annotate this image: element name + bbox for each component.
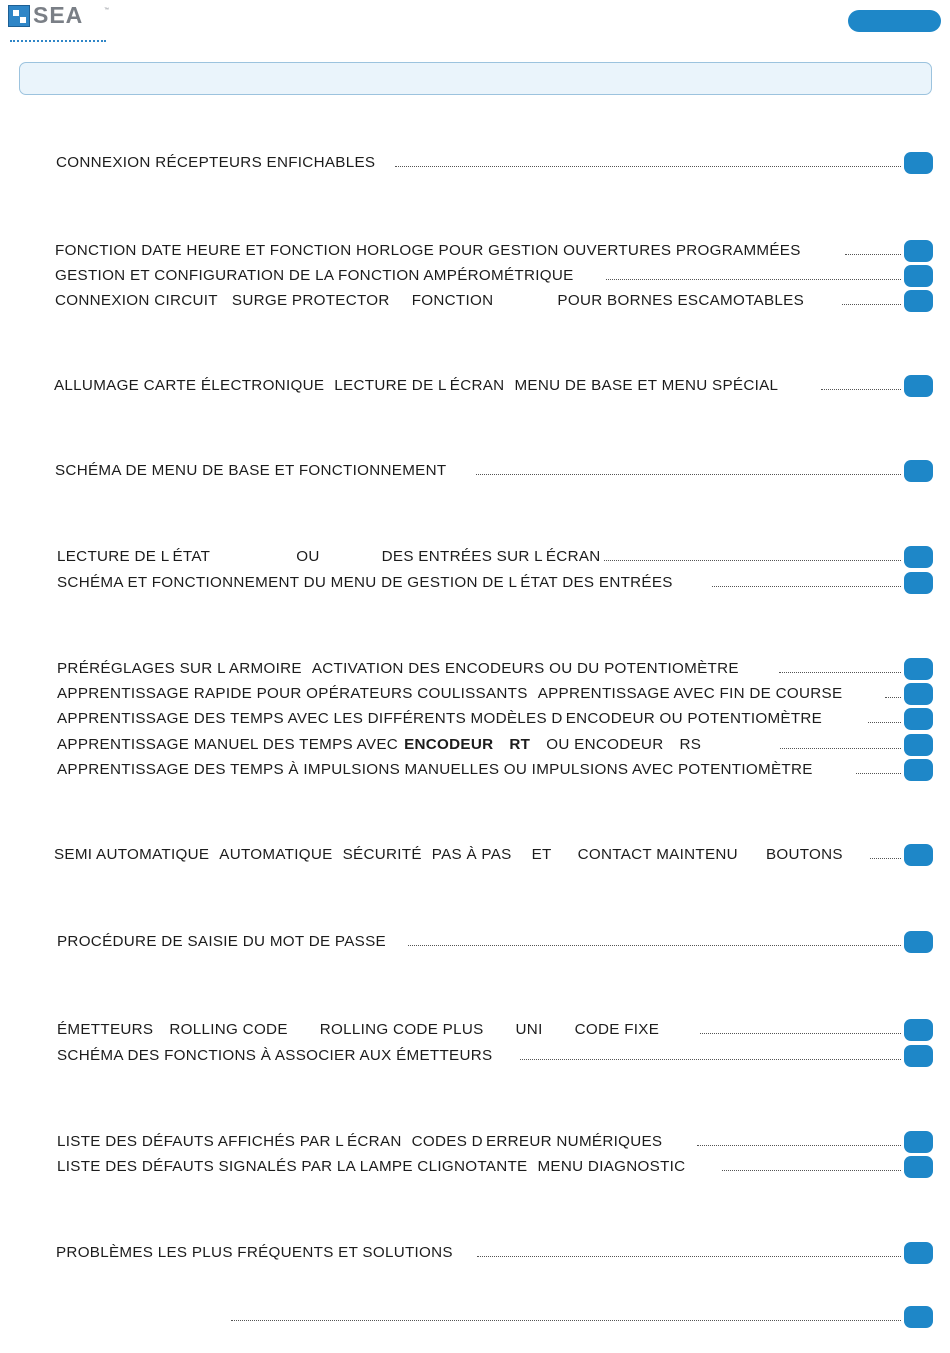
toc-entry-title [57, 572, 676, 594]
toc-entry-text: MENU DE BASE ET MENU SPÉCIAL [514, 377, 779, 394]
page-number-badge[interactable] [904, 1131, 933, 1153]
toc-entry-text: ÉMETTEURS [57, 1021, 154, 1038]
toc-entry-text: PRÉRÉGLAGES SUR L [57, 660, 226, 677]
toc-entry[interactable] [0, 1306, 950, 1328]
page-number-badge[interactable] [904, 1045, 933, 1067]
page-number-badge[interactable] [904, 290, 933, 312]
toc-entry-text: UNI [515, 1021, 543, 1038]
page-number-badge[interactable] [904, 265, 933, 287]
toc-entry-title [57, 734, 704, 756]
dot-leader [395, 166, 901, 167]
dot-leader [868, 722, 901, 723]
toc-entry[interactable] [0, 1242, 950, 1264]
dot-leader [231, 1320, 901, 1321]
dot-leader [576, 560, 901, 561]
toc-entry[interactable] [0, 375, 950, 397]
toc-entry-text: LISTE DES DÉFAUTS AFFICHÉS PAR L [57, 1133, 344, 1150]
toc-entry-title [57, 1045, 495, 1067]
toc-entry-text: PROCÉDURE DE SAISIE DU MOT DE PASSE [57, 933, 386, 950]
toc-entry-text: MENU DIAGNOSTIC [537, 1158, 686, 1175]
toc-entry-title [57, 1019, 662, 1041]
toc-entry-text: OU ENCODEUR [546, 736, 664, 753]
page-number-badge[interactable] [904, 683, 933, 705]
dot-leader [870, 858, 901, 859]
page-number-badge[interactable] [904, 759, 933, 781]
dot-leader [520, 1059, 901, 1060]
toc-entry-text: LISTE DES DÉFAUTS SIGNALÉS PAR LA LAMPE CLIGNOTANTE [57, 1158, 528, 1175]
toc-entry-text: APPRENTISSAGE MANUEL DES TEMPS AVEC [57, 736, 399, 753]
toc-entry-title [57, 546, 604, 568]
toc-entry-text: APPRENTISSAGE DES TEMPS AVEC LES DIFFÉRENTS MODÈLES D [57, 710, 563, 727]
toc-entry-text: SCHÉMA ET FONCTIONNEMENT DU MENU DE GESTION DE L [57, 574, 518, 591]
logo-wordmark: SEA [33, 2, 84, 28]
toc-entry-title [55, 265, 577, 287]
toc-entry[interactable] [0, 1131, 950, 1153]
dot-leader [408, 945, 901, 946]
toc-entry-text: RS [679, 736, 702, 753]
sea-logo-icon [8, 5, 30, 27]
toc-entry[interactable] [0, 1019, 950, 1041]
page-number-badge[interactable] [904, 734, 933, 756]
toc-entry-text: POUR BORNES ESCAMOTABLES [557, 292, 805, 309]
toc-entry[interactable] [0, 708, 950, 730]
toc-entry-text: SCHÉMA DE MENU DE BASE ET FONCTIONNEMENT [55, 462, 447, 479]
toc-entry-title [57, 1131, 665, 1153]
toc-entry-text: ARMOIRE [228, 660, 302, 677]
toc-entry[interactable] [0, 265, 950, 287]
toc-entry-text: APPRENTISSAGE DES TEMPS À IMPULSIONS MANUELLES OU IMPULSIONS AVEC POTENTIOMÈTRE [57, 761, 813, 778]
toc-entry-text: CONNEXION RÉCEPTEURS ENFICHABLES [56, 154, 376, 171]
toc-entry-text: ENCODEUR OU POTENTIOMÈTRE [565, 710, 823, 727]
dot-leader [780, 748, 901, 749]
page-number-badge[interactable] [904, 1306, 933, 1328]
toc-entry[interactable] [0, 1045, 950, 1067]
toc-entry-text: ÉCRAN [545, 548, 601, 565]
page-number-badge[interactable] [904, 572, 933, 594]
toc-entry-title [57, 683, 845, 705]
toc-entry-text: ROLLING CODE PLUS [319, 1021, 484, 1038]
dot-leader [842, 304, 901, 305]
page-number-badge[interactable] [904, 658, 933, 680]
dot-leader [885, 697, 901, 698]
page-number-badge[interactable] [904, 240, 933, 262]
toc-entry-text: SURGE PROTECTOR [231, 292, 390, 309]
toc-entry-text: SEMI AUTOMATIQUE [54, 846, 210, 863]
page-number-badge[interactable] [904, 375, 933, 397]
page-number-badge[interactable] [904, 844, 933, 866]
toc-entry-text: ALLUMAGE CARTE ÉLECTRONIQUE [54, 377, 325, 394]
dot-leader [845, 254, 901, 255]
toc-entry[interactable] [0, 460, 950, 482]
toc-entry[interactable] [0, 1156, 950, 1178]
sea-logo [8, 2, 109, 45]
toc-entry-text: PROBLÈMES LES PLUS FRÉQUENTS ET SOLUTIONS [56, 1244, 453, 1261]
toc-entry-title [57, 759, 816, 781]
toc-entry-text: FONCTION DATE HEURE ET FONCTION HORLOGE POUR GESTION OUVERTURES PROGRAMMÉES [55, 242, 801, 259]
toc-entry-text: ENCODEUR [404, 736, 494, 753]
toc-entry[interactable] [0, 759, 950, 781]
toc-entry-text: ÉCRAN [449, 377, 505, 394]
toc-entry[interactable] [0, 844, 950, 866]
toc-entry-text: ACTIVATION DES ENCODEURS OU DU POTENTIOMÈTRE [311, 660, 739, 677]
toc-entry-text: ÉCRAN [346, 1133, 402, 1150]
toc-entry[interactable] [0, 290, 950, 312]
toc-entry-title [54, 844, 846, 866]
toc-entry-text: ÉTAT [172, 548, 211, 565]
toc-entry[interactable] [0, 572, 950, 594]
logo-trademark: ™ [104, 7, 109, 13]
toc-entry-title [55, 460, 449, 482]
page-number-badge[interactable] [904, 546, 933, 568]
dot-leader [476, 474, 901, 475]
toc-entry-title [57, 708, 825, 730]
toc-entry-text: CONTACT MAINTENU [577, 846, 738, 863]
dot-leader [821, 389, 901, 390]
toc-entry-title [55, 240, 804, 262]
dot-leader [779, 672, 901, 673]
dot-leader [856, 773, 901, 774]
toc-entry-text: ÉTAT DES ENTRÉES [520, 574, 673, 591]
toc-entry[interactable] [0, 546, 950, 568]
toc-entry-title [56, 1242, 456, 1264]
toc-entry-text: RT [509, 736, 531, 753]
toc-entry-text: APPRENTISSAGE AVEC FIN DE COURSE [537, 685, 843, 702]
toc-entry-text: ERREUR NUMÉRIQUES [485, 1133, 663, 1150]
dot-leader [712, 586, 901, 587]
title-bar [19, 62, 932, 95]
toc-entry-title [57, 931, 389, 953]
toc-entry-text: CONNEXION CIRCUIT [55, 292, 218, 309]
page-number-badge[interactable] [904, 1242, 933, 1264]
toc-entry-text: GESTION ET CONFIGURATION DE LA FONCTION AMPÉROMÉTRIQUE [55, 267, 574, 284]
page-number-badge[interactable] [904, 708, 933, 730]
toc-entry-text: FONCTION [411, 292, 494, 309]
toc-entry-text: BOUTONS [765, 846, 843, 863]
toc-entry-title [56, 152, 378, 174]
page-number-badge[interactable] [904, 460, 933, 482]
toc-entry-text: AUTOMATIQUE [219, 846, 333, 863]
toc-entry-text: ET [531, 846, 552, 863]
toc-entry-text: LECTURE DE L [334, 377, 447, 394]
toc-entry-text: PAS À PAS [431, 846, 512, 863]
toc-entry-text: LECTURE DE L [57, 548, 170, 565]
toc-entry[interactable] [0, 152, 950, 174]
toc-entry[interactable] [0, 240, 950, 262]
dot-leader [477, 1256, 901, 1257]
toc-entry-title [57, 658, 742, 680]
page-number-badge[interactable] [904, 1019, 933, 1041]
toc-entry[interactable] [0, 931, 950, 953]
toc-entry-text: ROLLING CODE [169, 1021, 288, 1038]
dot-leader [606, 279, 901, 280]
logo-tagline [10, 40, 106, 45]
toc-entry-text: CODE FIXE [574, 1021, 660, 1038]
toc-entry-title [54, 375, 781, 397]
toc-entry[interactable] [0, 683, 950, 705]
page-number-badge[interactable] [904, 931, 933, 953]
toc-entry-text: APPRENTISSAGE RAPIDE POUR OPÉRATEURS COULISSANTS [57, 685, 528, 702]
toc-entry-text: OU [296, 548, 320, 565]
toc-entry-title [55, 290, 807, 312]
dot-leader [697, 1145, 901, 1146]
header-tab [848, 10, 941, 32]
page-number-badge[interactable] [904, 152, 933, 174]
toc-entry[interactable] [0, 658, 950, 680]
toc-entry-text: SÉCURITÉ [342, 846, 422, 863]
toc-entry-text: SCHÉMA DES FONCTIONS À ASSOCIER AUX ÉMETTEURS [57, 1047, 493, 1064]
dot-leader [700, 1033, 901, 1034]
toc-entry[interactable] [0, 734, 950, 756]
dot-leader [722, 1170, 901, 1171]
toc-entry-title [57, 1156, 688, 1178]
toc-entry-text: DES ENTRÉES SUR L [381, 548, 543, 565]
page-number-badge[interactable] [904, 1156, 933, 1178]
toc-entry-text: CODES D [411, 1133, 483, 1150]
